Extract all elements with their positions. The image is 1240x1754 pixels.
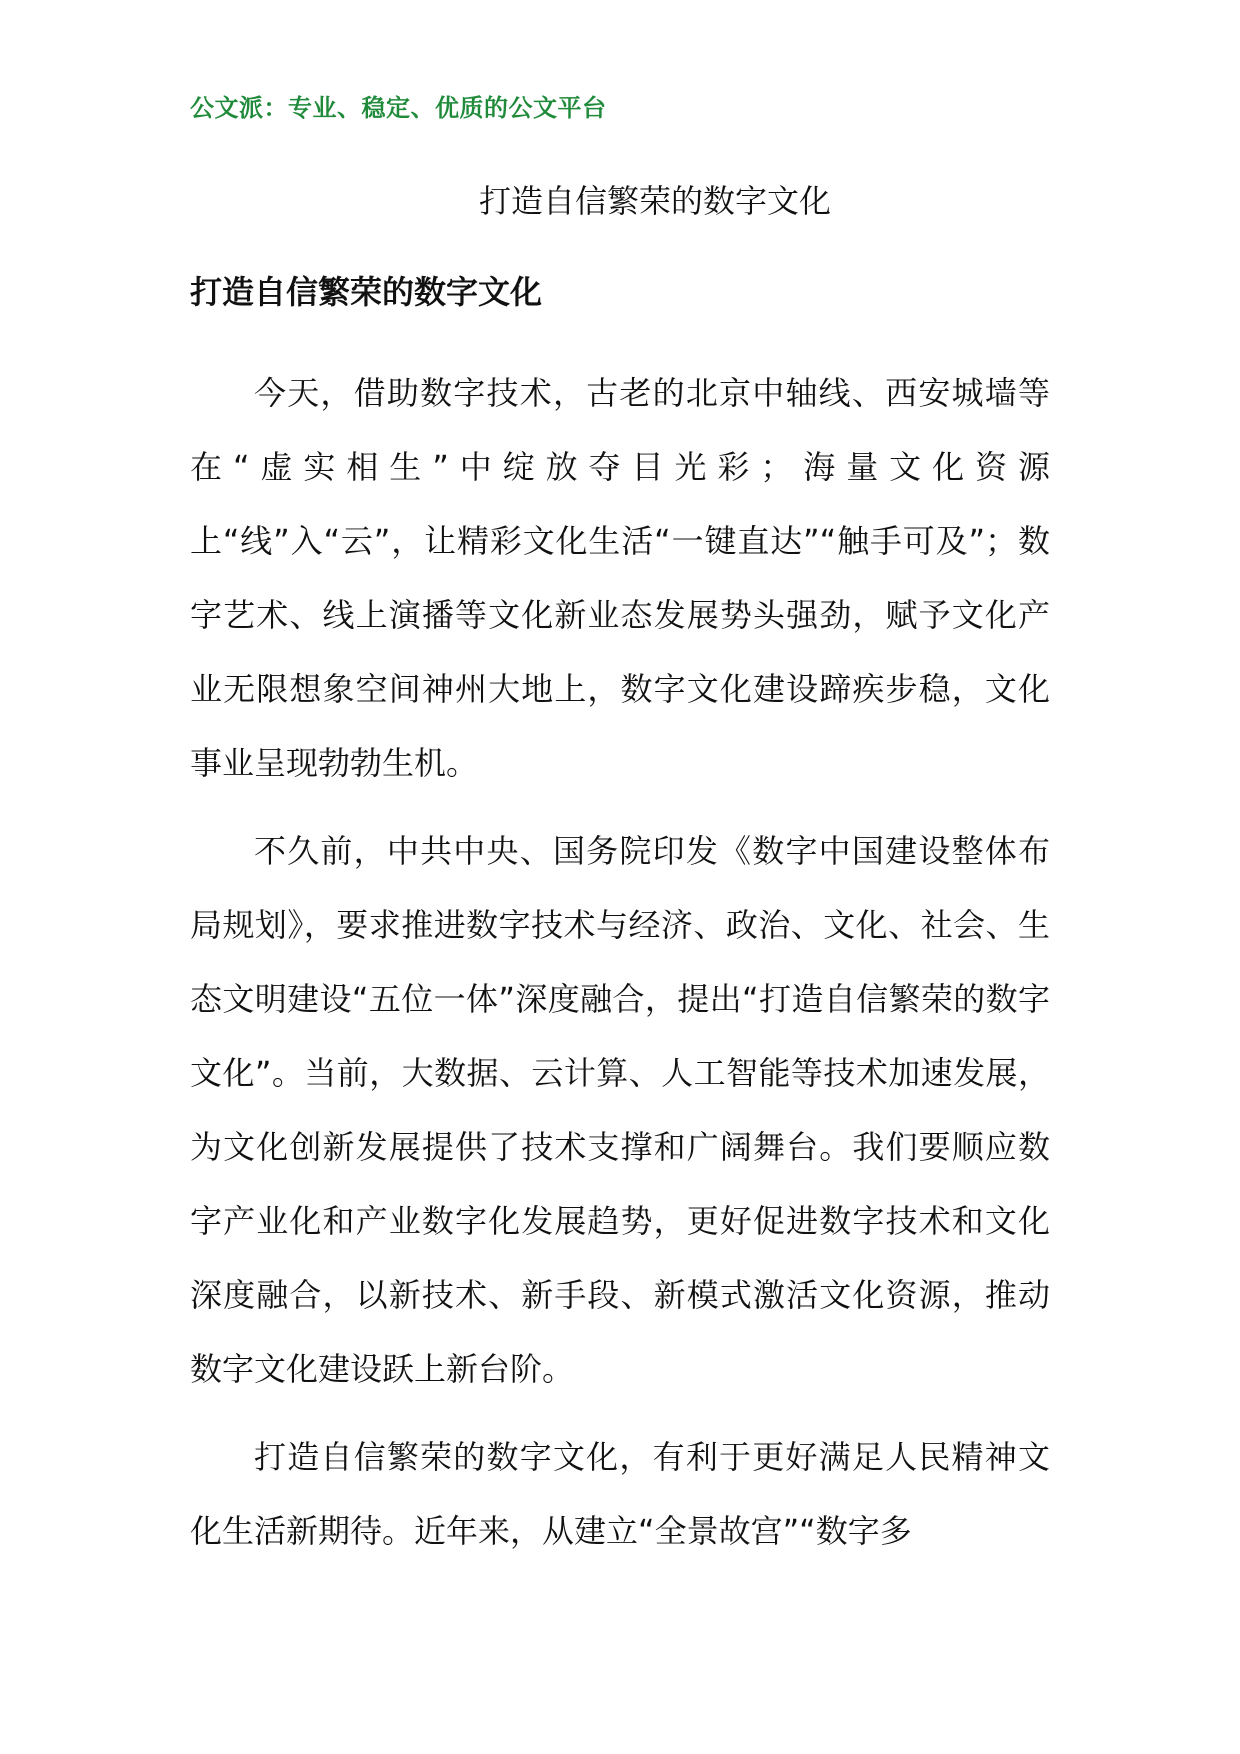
document-subtitle: 打造自信繁荣的数字文化 — [190, 273, 543, 311]
paragraph-1: 今天，借助数字技术，古老的北京中轴线、西安城墙等在“虚实相生”中绽放夺目光彩；海量文化资源上“线”入“云”，让精彩文化生活“一键直达”“触手可及”；数字艺术、线上演播等文化新业态发展势头强劲，赋予文化产业无限想象空间神州大地上，数字文化建设蹄疾步稳，文化事业呈现勃勃生机。 — [190, 374, 1050, 782]
paragraph-2: 不久前，中共中央、国务院印发《数字中国建设整体布局规划》，要求推进数字技术与经济、政治、文化、社会、生态文明建设“五位一体”深度融合，提出“打造自信繁荣的数字文化”。当前，大数据、云计算、人工智能等技术加速发展，为文化创新发展提供了技术支撑和广阔舞台。我们要顺应数字产业化和产业数字化发展趋势，更好促进数字技术和文化深度融合，以新技术、新手段、新模式激活文化资源，推动数字文化建设跃上新台阶。 — [190, 832, 1050, 1388]
document-body — [190, 356, 1050, 1582]
document-title: 打造自信繁荣的数字文化 — [478, 182, 831, 220]
brand-header: 公文派：专业、稳定、优质的公文平台 — [190, 94, 607, 122]
paragraph-3: 打造自信繁荣的数字文化，有利于更好满足人民精神文化生活新期待。近年来，从建立“全景故宫”“数字多 — [190, 1438, 1050, 1550]
